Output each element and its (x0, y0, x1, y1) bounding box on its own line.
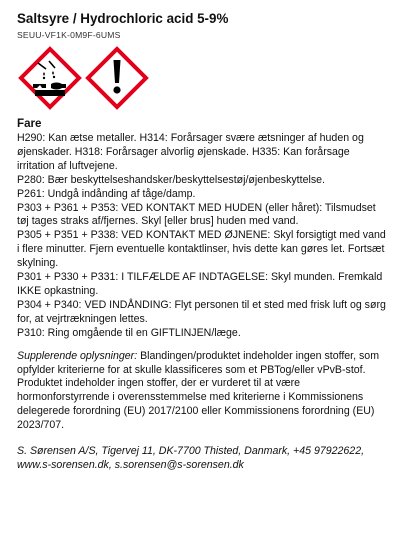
precautionary-statement: P261: Undgå indånding af tåge/damp. (17, 187, 196, 200)
corrosion-pictogram-icon (18, 46, 82, 110)
supplementary-text: Blandingen/produktet indeholder ingen stoffer, som opfylder kriterierne for at skulle klassificeres som et PBTog/eller vPvB-stof. Produktet indeholder ingen stoffer, der er vurderet til at være hormonforstyrrende i overensstemmelse med kriterierne i Kommissionens delegerede forordning (EU) 2017/2100 eller Kommissionens forordning (EU) 2023/707. (17, 349, 380, 432)
precautionary-statement: P303 + P361 + P353: VED KONTAKT MED HUDEN (eller håret): Tilsmudset tøj tages straks af/fjernes. Skyl [eller brus] huden med vand. (17, 201, 376, 228)
precautionary-statement: P305 + P351 + P338: VED KONTAKT MED ØJNENE: Skyl forsigtigt med vand i flere minutter. Fjern eventuelle kontaktlinser, hvis dette kan gøres let. Fortsæt skylning. (17, 229, 386, 270)
signal-word: Fare (17, 117, 42, 130)
supplier-address: S. Sørensen A/S, Tigervej 11, DK-7700 Thisted, Danmark, +45 97922622, (17, 445, 365, 458)
precautionary-statement: P310: Ring omgående til en GIFTLINJEN/læge. (17, 326, 241, 339)
exclamation-mark-pictogram-icon (85, 46, 149, 110)
supplementary-lead: Supplerende oplysninger: (17, 349, 138, 362)
hazard-pictograms (18, 46, 389, 110)
hazard-statement: H290: Kan ætse metaller. H314: Forårsager svære ætsninger af huden og øjenskader. H318: Forårsager alvorlig øjenskade. H335: Kan forårsage irritation af luftvejene. (17, 132, 364, 172)
product-label (17, 11, 389, 472)
supplier-info (17, 444, 389, 472)
precautionary-statement: P301 + P330 + P331: I TILFÆLDE AF INDTAGELSE: Skyl munden. Fremkald IKKE opkastning. (17, 271, 383, 297)
supplementary-information (17, 350, 389, 433)
product-title: Saltsyre / Hydrochloric acid 5-9% (17, 11, 229, 26)
precautionary-statement: P304 + P340: VED INDÅNDING: Flyt personen til et sted med frisk luft og sørg for, at vejrtrækningen lettes. (17, 298, 386, 325)
supplier-contact: www.s-sorensen.dk, s.sorensen@s-sorensen.dk (17, 459, 244, 472)
precautionary-statement: P280: Bær beskyttelseshandsker/beskyttelsestøj/øjenbeskyttelse. (17, 173, 325, 186)
ufi-code: SEUU-VF1K-0M9F-6UMS (17, 30, 121, 40)
hazard-statements (17, 132, 389, 341)
